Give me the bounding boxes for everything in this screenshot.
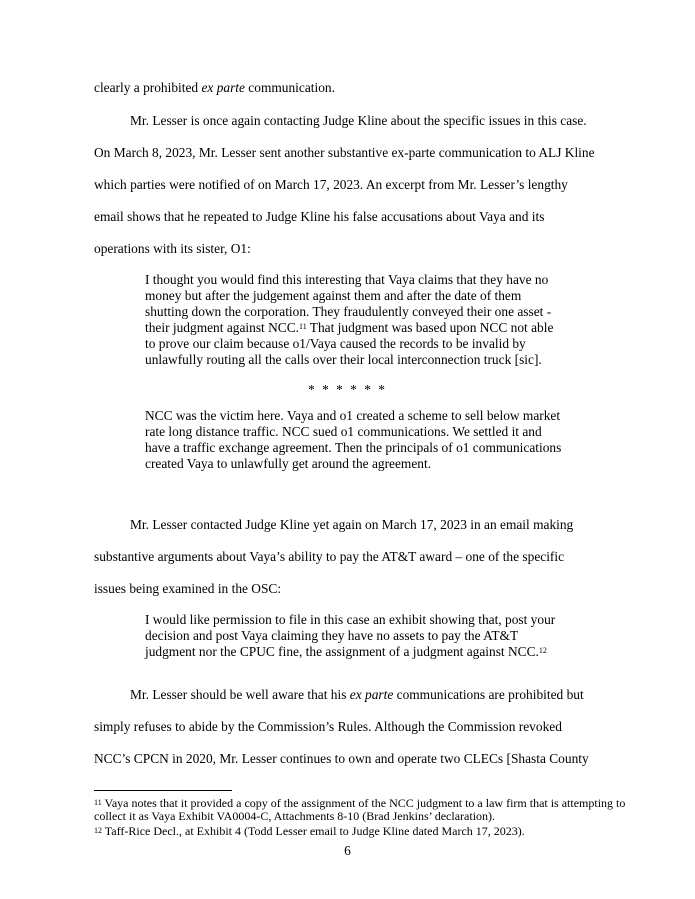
footnote-12: $^{12}$ Taff-Rice Decl., at Exhibit 4 (Todd Lesser email to Judge Kline dated March 17, 2023).	[94, 824, 525, 838]
body-line-10: Mr. Lesser should be well aware that his ex parte communications are prohibited but	[130, 687, 584, 702]
block-quote-3: I would like permission to file in this case an exhibit showing that, post your decision and post Vaya claiming they have no assets to pay the AT&T judgment nor the CPUC fine, the assignment of a judgment against NCC.$^{12}$	[145, 612, 556, 659]
ellipsis-stars: * * * * * *	[308, 382, 387, 397]
footnote-ref-11: 11	[298, 322, 307, 331]
body-line-9: issues being examined in the OSC:	[94, 581, 282, 596]
body-line-12: NCC’s CPCN in 2020, Mr. Lesser continues to own and operate two CLECs [Shasta County	[94, 751, 589, 766]
body-line-3: On March 8, 2023, Mr. Lesser sent another substantive ex-parte communication to ALJ Kline	[94, 145, 595, 160]
footnote-separator	[94, 790, 232, 791]
footnote-ref-12: 12	[538, 646, 547, 655]
page-number: 6	[344, 843, 351, 858]
body-line-2: Mr. Lesser is once again contacting Judge Kline about the specific issues in this case.	[130, 113, 587, 128]
body-line-11: simply refuses to abide by the Commission’s Rules. Although the Commission revoked	[94, 719, 562, 734]
body-line-4: which parties were notified of on March 17, 2023. An excerpt from Mr. Lesser’s lengthy	[94, 177, 568, 192]
body-line-7: Mr. Lesser contacted Judge Kline yet again on March 17, 2023 in an email making	[130, 517, 574, 532]
footnote-11: $^{11}$ Vaya notes that it provided a copy of the assignment of the NCC judgment to a law firm that is attempting to collect it as Vaya Exhibit VA0004-C, Attachments 8-10 (Brad Jenkins’ declaration).	[94, 796, 626, 824]
body-line-1: clearly a prohibited ex parte communication.	[94, 80, 335, 95]
block-quote-2: NCC was the victim here. Vaya and o1 created a scheme to sell below market rate long distance traffic. NCC sued o1 communications. We settled it and have a traffic exchange agreement. Then the principals of o1 communications created Vaya to unlawfully get around the agreement.	[145, 408, 562, 471]
body-line-8: substantive arguments about Vaya’s ability to pay the AT&T award – one of the specific	[94, 549, 565, 564]
block-quote-1: I thought you would find this interesting that Vaya claims that they have no money but after the judgement against them and after the date of them shutting down the corporation. They fraudulently conveyed their one asset - their judgment against NCC.$^{11}$ That judgment was based upon NCC not able to prove our claim because o1/Vaya caused the records to be invalid by unlawfully routing all the calls over their local interconnection truck [sic].	[145, 272, 554, 367]
body-line-5: email shows that he repeated to Judge Kline his false accusations about Vaya and its	[94, 209, 545, 224]
body-line-6: operations with its sister, O1:	[94, 241, 251, 256]
